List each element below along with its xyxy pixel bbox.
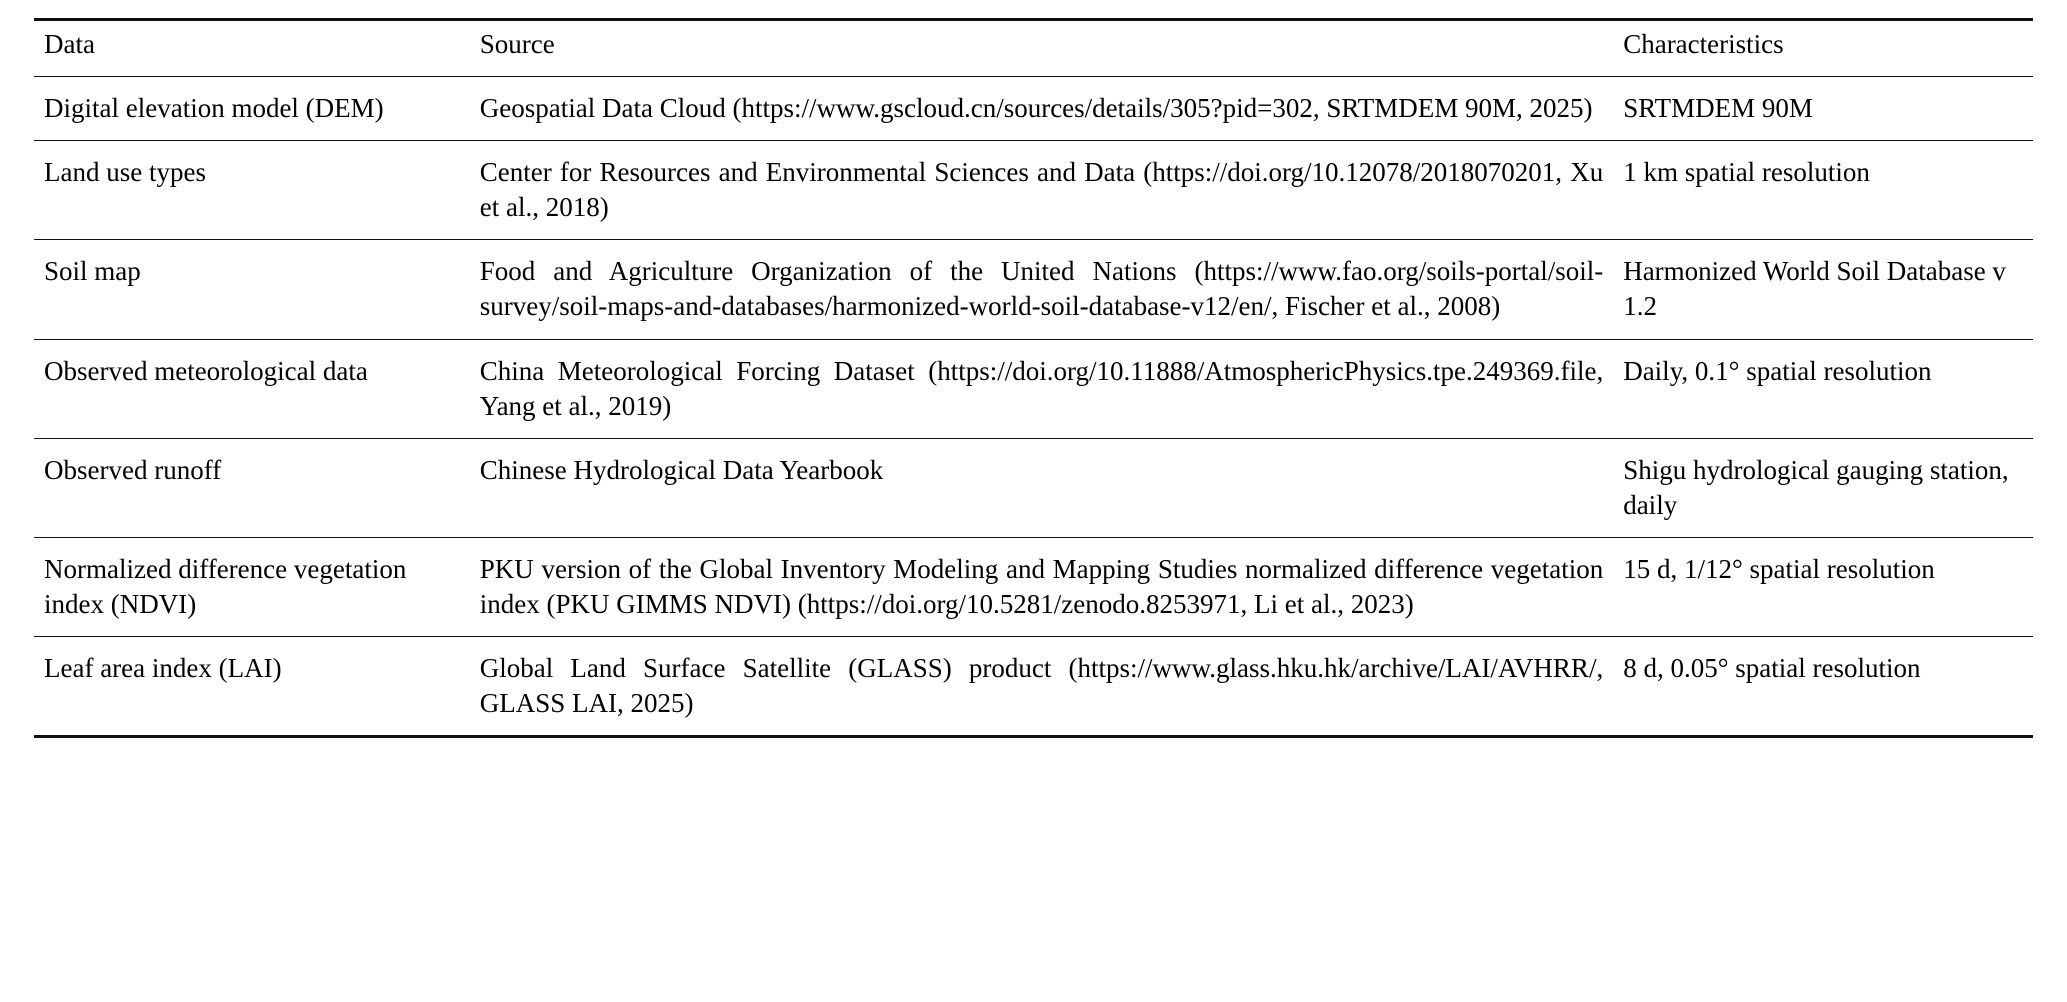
cell-source: Food and Agriculture Organization of the United Nations (https://www.fao.org/soils-portal/soil-survey/soil-maps-and-databases/harmonized-world-soil-database-v12/en/, Fischer et al., 2008) xyxy=(470,240,1613,339)
cell-source: China Meteorological Forcing Dataset (https://doi.org/10.11888/AtmosphericPhysics.tpe.249369.file, Yang et al., 2019) xyxy=(470,339,1613,438)
column-header-data: Data xyxy=(34,20,470,77)
column-header-source: Source xyxy=(470,20,1613,77)
cell-characteristics: Daily, 0.1° spatial resolution xyxy=(1613,339,2033,438)
cell-data: Normalized difference vegetation index (NDVI) xyxy=(34,537,470,636)
table-row xyxy=(34,637,2033,737)
table-row xyxy=(34,240,2033,339)
cell-source: Center for Resources and Environmental Sciences and Data (https://doi.org/10.12078/2018070201, Xu et al., 2018) xyxy=(470,141,1613,240)
cell-characteristics: Harmonized World Soil Database v 1.2 xyxy=(1613,240,2033,339)
table-row xyxy=(34,438,2033,537)
cell-source: PKU version of the Global Inventory Modeling and Mapping Studies normalized difference vegetation index (PKU GIMMS NDVI) (https://doi.org/10.5281/zenodo.8253971, Li et al., 2023) xyxy=(470,537,1613,636)
cell-data: Digital elevation model (DEM) xyxy=(34,77,470,141)
cell-data: Leaf area index (LAI) xyxy=(34,637,470,737)
column-header-characteristics: Characteristics xyxy=(1613,20,2033,77)
data-sources-table xyxy=(34,18,2033,738)
cell-source: Global Land Surface Satellite (GLASS) product (https://www.glass.hku.hk/archive/LAI/AVHRR/, GLASS LAI, 2025) xyxy=(470,637,1613,737)
table-row xyxy=(34,339,2033,438)
cell-characteristics: 8 d, 0.05° spatial resolution xyxy=(1613,637,2033,737)
table-body xyxy=(34,77,2033,737)
cell-characteristics: 1 km spatial resolution xyxy=(1613,141,2033,240)
cell-source: Chinese Hydrological Data Yearbook xyxy=(470,438,1613,537)
table-row xyxy=(34,77,2033,141)
table-row xyxy=(34,537,2033,636)
table-row xyxy=(34,141,2033,240)
cell-source: Geospatial Data Cloud (https://www.gscloud.cn/sources/details/305?pid=302, SRTMDEM 90M, 2025) xyxy=(470,77,1613,141)
cell-characteristics: SRTMDEM 90M xyxy=(1613,77,2033,141)
cell-data: Observed meteorological data xyxy=(34,339,470,438)
cell-characteristics: 15 d, 1/12° spatial resolution xyxy=(1613,537,2033,636)
table-header-row xyxy=(34,20,2033,77)
cell-data: Observed runoff xyxy=(34,438,470,537)
cell-data: Land use types xyxy=(34,141,470,240)
table-header xyxy=(34,20,2033,77)
cell-data: Soil map xyxy=(34,240,470,339)
cell-characteristics: Shigu hydrological gauging station, daily xyxy=(1613,438,2033,537)
